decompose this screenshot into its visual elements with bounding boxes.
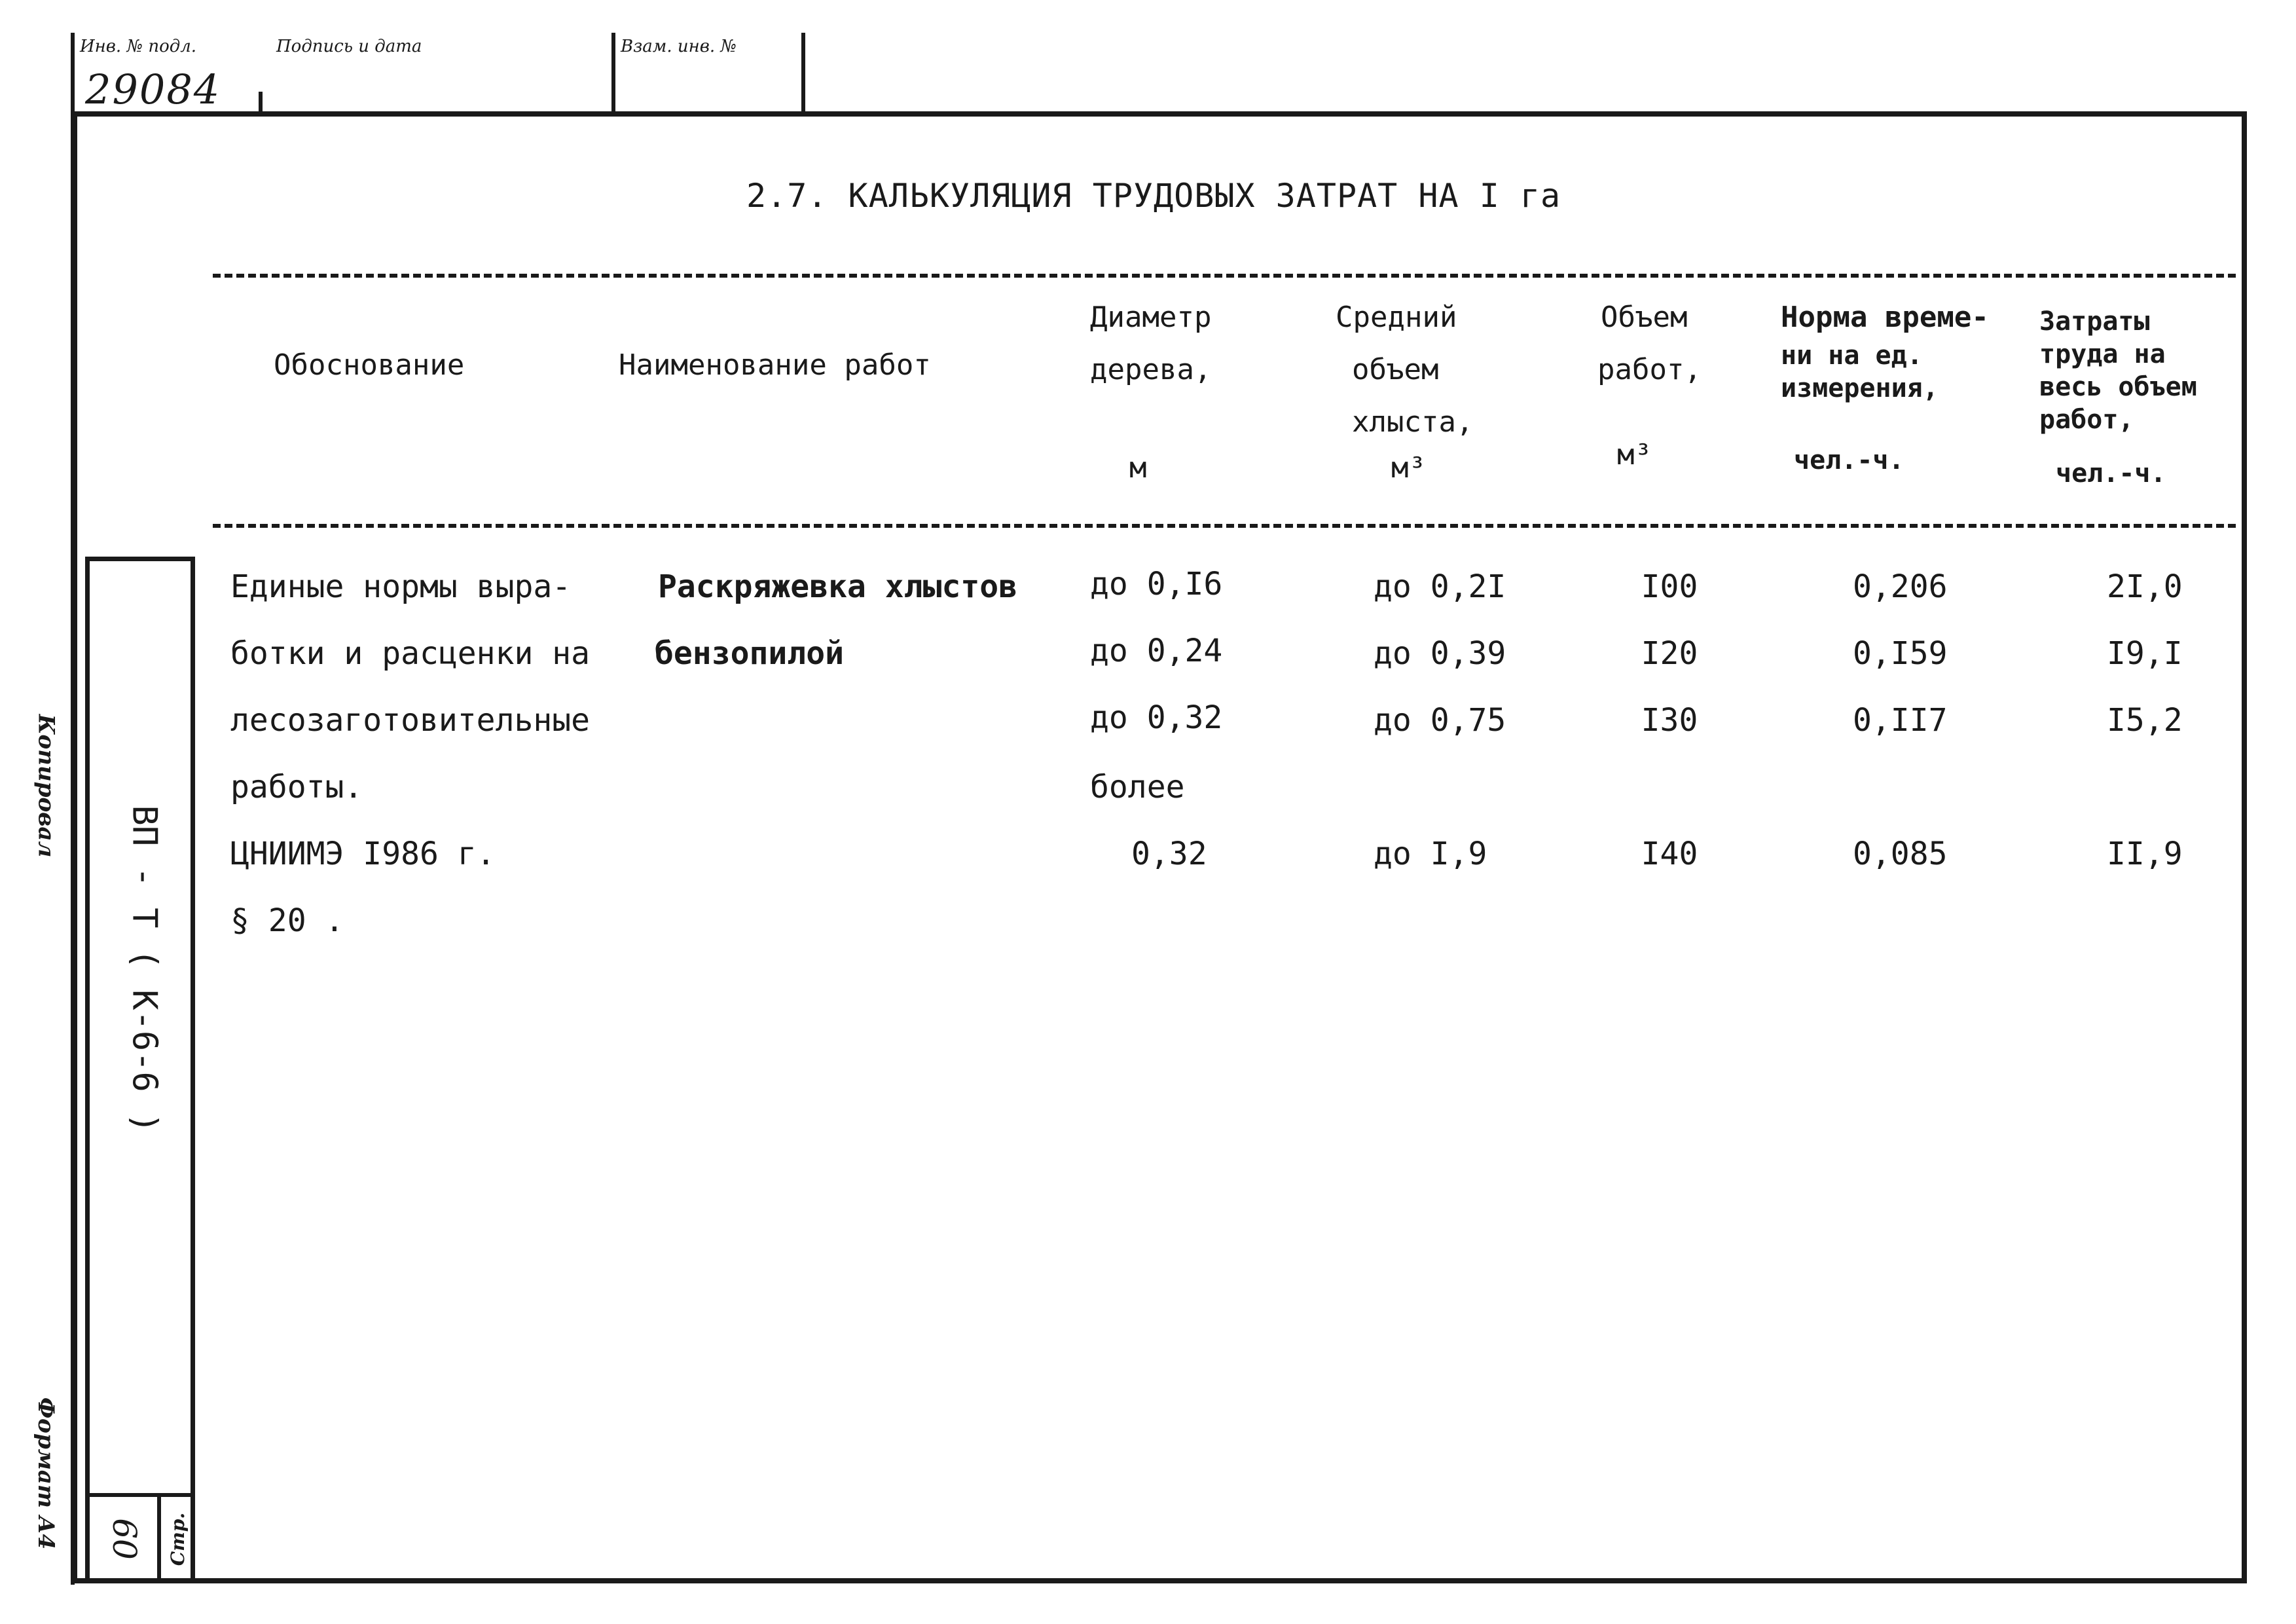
basis-line-4: работы. <box>230 769 363 805</box>
row-2-labor-cost: I9,I <box>2107 635 2183 672</box>
row-3-diameter: до 0,32 <box>1090 699 1223 736</box>
header-top-rule <box>213 274 2236 278</box>
header-avg-volume-2: объем <box>1352 353 1439 386</box>
margin-note-copied-text: Копировал <box>33 714 59 858</box>
row-4-labor-cost: II,9 <box>2107 836 2183 872</box>
header-labor-cost-unit: чел.-ч. <box>2056 458 2166 489</box>
page-number-text: 60 <box>105 1518 143 1560</box>
page-number <box>98 1500 151 1578</box>
header-avg-volume-unit: м³ <box>1391 451 1426 485</box>
stamp-cell-replacement <box>615 33 805 111</box>
inventory-number: 29084 <box>85 65 221 113</box>
header-labor-cost-4: работ, <box>2039 405 2134 435</box>
header-diameter-unit: м <box>1129 451 1147 485</box>
basis-line-2: ботки и расценки на <box>230 635 591 672</box>
margin-note-copied <box>26 688 65 884</box>
header-work-volume-unit: м³ <box>1617 438 1652 471</box>
row-2-time-norm: 0,I59 <box>1853 635 1948 672</box>
row-1-diameter: до 0,I6 <box>1090 566 1223 602</box>
row-1-avg-volume: до 0,2I <box>1374 568 1506 605</box>
row-4-diameter: 0,32 <box>1131 836 1207 872</box>
document-code <box>105 799 183 1139</box>
row-2-avg-volume: до 0,39 <box>1374 635 1506 672</box>
row-3-avg-volume: до 0,75 <box>1374 702 1506 739</box>
basis-line-3: лесозаготовительные <box>230 702 591 739</box>
header-diameter-1: Диаметр <box>1090 301 1212 334</box>
header-diameter-2: дерева, <box>1090 353 1212 386</box>
row-2-diameter: до 0,24 <box>1090 633 1223 669</box>
page-label-text: Стр. <box>167 1512 189 1566</box>
stamp-label-replacement: Взам. инв. № <box>621 37 737 56</box>
page-label <box>161 1500 195 1578</box>
header-work-name: Наименование работ <box>619 348 931 382</box>
row-3-time-norm: 0,II7 <box>1853 702 1948 739</box>
stamp-label-signature: Подпись и дата <box>276 37 422 56</box>
row-1-labor-cost: 2I,0 <box>2107 568 2183 605</box>
stamp-cell-signature <box>271 33 615 111</box>
stamp-label-inventory: Инв. № подл. <box>80 37 197 56</box>
row-3-work-volume: I30 <box>1641 702 1698 739</box>
header-avg-volume-1: Средний <box>1336 301 1457 334</box>
row-1-time-norm: 0,206 <box>1853 568 1948 605</box>
row-4-diameter-prefix: более <box>1090 769 1185 805</box>
header-labor-cost-3: весь объем <box>2039 372 2197 402</box>
margin-note-format <box>26 1362 65 1585</box>
basis-line-5: ЦНИИМЭ I986 г. <box>230 836 496 872</box>
margin-note-format-text: Формат А4 <box>33 1397 60 1550</box>
header-work-volume-1: Объем <box>1601 301 1688 334</box>
row-2-work-volume: I20 <box>1641 635 1698 672</box>
page-title: 2.7. КАЛЬКУЛЯЦИЯ ТРУДОВЫХ ЗАТРАТ НА I га <box>746 177 1561 215</box>
header-time-norm-2: ни на ед. <box>1781 341 1923 371</box>
document-code-text: ВП - Т ( К-6-6 ) <box>124 805 164 1134</box>
work-name-line-2: бензопилой <box>655 635 844 672</box>
basis-line-1: Единые нормы выра- <box>230 568 572 605</box>
header-avg-volume-3: хлыста, <box>1352 405 1474 439</box>
header-basis: Обоснование <box>274 348 465 382</box>
header-bottom-rule <box>213 524 2236 528</box>
row-4-avg-volume: до I,9 <box>1374 836 1487 872</box>
header-time-norm-3: измерения, <box>1781 373 1939 403</box>
header-time-norm-unit: чел.-ч. <box>1794 445 1904 475</box>
header-labor-cost-1: Затраты <box>2039 306 2150 337</box>
header-labor-cost-2: труда на <box>2039 339 2166 369</box>
basis-line-6: § 20 . <box>230 902 344 939</box>
row-4-work-volume: I40 <box>1641 836 1698 872</box>
row-3-labor-cost: I5,2 <box>2107 702 2183 739</box>
stamp-tick <box>259 92 263 114</box>
row-4-time-norm: 0,085 <box>1853 836 1948 872</box>
header-time-norm-1: Норма време- <box>1781 301 1989 334</box>
work-name-line-1: Раскряжевка хлыстов <box>658 568 1018 605</box>
row-1-work-volume: I00 <box>1641 568 1698 605</box>
header-work-volume-2: работ, <box>1597 353 1702 386</box>
